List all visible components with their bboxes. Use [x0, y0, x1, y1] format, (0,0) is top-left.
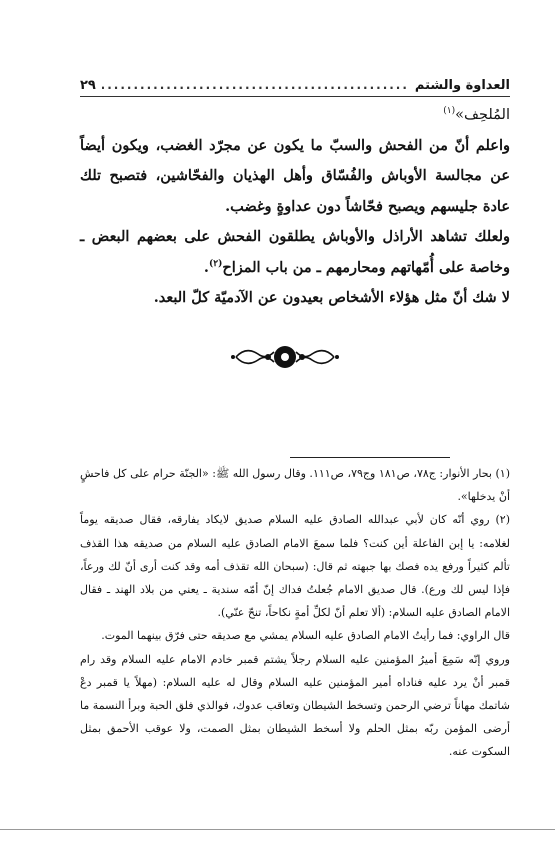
main-text — [80, 100, 510, 314]
running-header — [80, 74, 510, 97]
paragraph-3: لا شك أنّ مثل هؤلاء الأشخاص بعيدون عن الآدميّة كلّ البعد. — [153, 289, 510, 306]
paragraph-1: واعلم أنّ من الفحش والسبّ ما يكون عن مجرّد الغضب، ويكون أيضاً عن مجالسة الأوباش والفُسّاق وأهل الهذيان والفحّاشين، فتصبح تلك عادة جليسهم ويصبح فحّاشاً دون عداوةٍ وغضب. — [80, 136, 510, 215]
chapter-title: العداوة والشتم — [414, 77, 510, 93]
footnote-2-second-narration: وروي إنّه سَمِعَ أميرُ المؤمنين عليه السلام رجلاً يشتم قمبر خادم الامام عليه السلام وقد رام قمبر أنْ يرد عليه فناداه أمير المؤمنين عليه السلام وقال له عليه السلام: (مهلاً يا قمبر دعْ شاتمك مهاناً ترضي الرحمن وتسخط الشيطان وتعاقب عدوك، فوالذي فلق الحبة وبرأ النسمة ما أرضى المؤمن ربّه بمثل الحلم ولا أسخط الشيطان بمثل الصمت، ولا عوقب الأحمق بمثل السكوت عنه. — [80, 652, 510, 759]
quote-end-text: المُلحِف» — [455, 107, 510, 123]
footnote-ref-2: (٢) — [208, 258, 223, 269]
paragraph-2-end: . — [203, 258, 209, 276]
footnote-ref-1: (١) — [443, 106, 456, 117]
leader-dots — [102, 78, 409, 92]
page-bottom-edge — [0, 829, 555, 830]
page-number: ٢٩ — [80, 77, 96, 93]
footnote-2: (٢) روي أنّه كان لأبي عبدالله الصادق عليه السلام صديق لايكاد يفارقه، فقال صديقه يوماً لغلامه: يا إبن الفاعلة أين كنت؟ فلما سمعَ الامام الصادق عليه السلام من صديقه هذا القذف تألم كثيراً ورفع يده فصك بها جبهته ثم قال: (سبحان الله تقذف أمه وقد كنت أرى أنّ لك ورعاً، فإذا ليس لك ورع). قال صديق الامام جُعلتُ فداك إنّ أمّه سندية ـ يعني من بلاد الهند ـ فقال الامام الصادق عليه السلام: (ألا تعلم أنّ لكلِّ أمةٍ نكاحاً، تنحّ عنّي). — [80, 513, 510, 620]
footnote-1: (١) بحار الأنوار: ج٧٨، ص١٨١ وج٧٩، ص١١١. وقال رسول الله ﷺ: «الجنّة حرام على كل فاحشٍ أنْ يدخلها». — [80, 467, 510, 504]
footnote-2-narrator: قال الراوي: فما رأيتُ الامام الصادق عليه السلام يمشي مع صديقه حتى فرّق بينهما الموت. — [101, 629, 510, 643]
paragraph-2-text: ولعلك تشاهد الأراذل والأوباش يطلقون الفحش على بعضهم البعض ـ وخاصة على أُمّهاتهم ومحارمهم ـ من باب المزاح — [80, 228, 510, 276]
continued-quote-line — [80, 100, 510, 131]
footnotes — [80, 462, 510, 764]
footnote-separator — [290, 457, 450, 458]
paragraph-2 — [80, 222, 510, 283]
ornament-divider-icon — [230, 340, 340, 374]
